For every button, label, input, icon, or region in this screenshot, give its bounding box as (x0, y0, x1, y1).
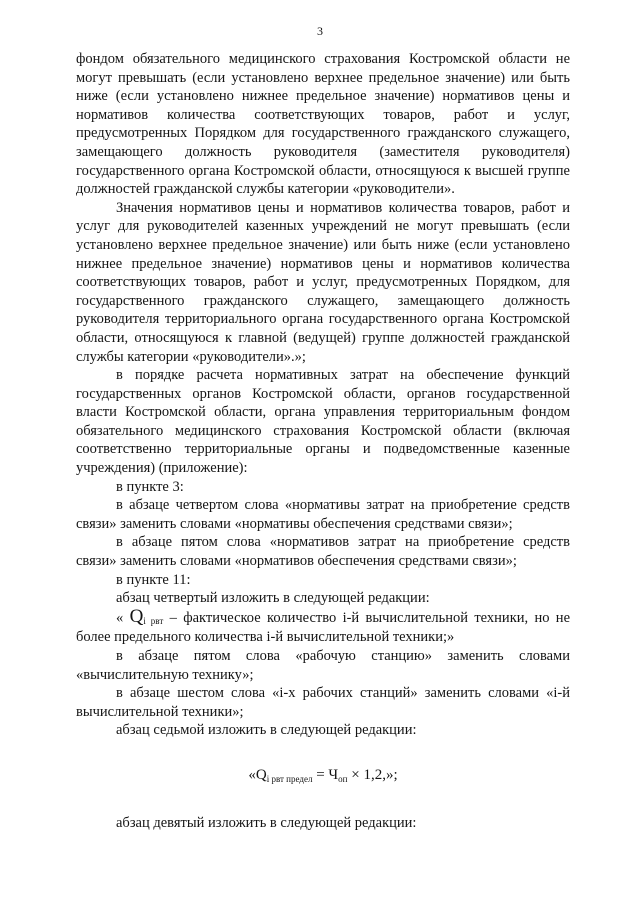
formula-subscript: i рвт (143, 615, 164, 626)
paragraph: абзац девятый изложить в следующей редакции: (116, 814, 417, 831)
formula-prefix: «Q (248, 766, 267, 783)
paragraph: фондом обязательного медицинского страхования Костромской области не могут превышать (если установлено верхнее предельное значение) или быть ниже (если установлено нижнее предельное значение) нормативов цены и нормативов количества соответствующих товаров, работ и услуг, предусмотренных Порядком для государственного гражданского служащего, замещающего должность руководителя (заместителя руководителя) государственного органа Костромской области, относящуюся к высшей группе должностей гражданской службы категории «руководители». (76, 51, 570, 198)
formula-equation (76, 766, 570, 786)
formula-subscript: i рвт предел (266, 773, 313, 784)
formula-subscript-2: оп (338, 773, 348, 784)
formula-middle: = Ч (312, 766, 339, 783)
paragraph: в абзаце пятом слова «нормативов затрат на приобретение средств связи» заменить словами «нормативов обеспечения средствами связи»; (76, 534, 570, 570)
paragraph: в абзаце пятом слова «рабочую станцию» заменить словами «вычислительную технику»; (76, 648, 570, 683)
paragraph: абзац четвертый изложить в следующей редакции: (116, 590, 430, 607)
formula-text: – фактическое количество i-й вычислительной техники, но не более предельного количества i-й вычислительной техники;» (76, 609, 571, 646)
formula-definition (76, 605, 571, 647)
paragraph: в абзаце шестом слова «i-х рабочих станций» заменить словами «i-й вычислительной техники»; (76, 685, 570, 720)
formula-suffix: × 1,2,»; (347, 766, 398, 783)
page-number: 3 (317, 24, 323, 38)
paragraph: в пункте 11: (116, 571, 191, 588)
formula-symbol: Q (129, 605, 144, 627)
paragraph: абзац седьмой изложить в следующей редакции: (116, 722, 417, 739)
formula-open-quote: « (116, 609, 124, 626)
document-body (76, 50, 570, 832)
paragraph: Значения нормативов цены и нормативов количества товаров, работ и услуг для руководителей казенных учреждений не могут превышать (если установлено верхнее предельное значение) или быть ниже (если установлено нижнее предельное значение) нормативов цены и нормативов количества соответствующих товаров, работ и услуг, предусмотренных Порядком, для государственного гражданского служащего, замещающего должность руководителя территориального органа государственного органа Костромской области, относящуюся к главной (ведущей) группе должностей гражданской службы категории «руководители».»; (76, 199, 570, 365)
paragraph: в пункте 3: (116, 478, 184, 495)
paragraph: в абзаце четвертом слова «нормативы затрат на приобретение средств связи» заменить словами «нормативы обеспечения средствами связи»; (76, 497, 570, 532)
paragraph: в порядке расчета нормативных затрат на обеспечение функций государственных органов Костромской области, органов государственной власти Костромской области, органа управления территориальным фондом обязательного медицинского страхования Костромской области (включая соответственно территориальные органы и подведомственные казенные учреждения) (приложение): (76, 367, 570, 477)
